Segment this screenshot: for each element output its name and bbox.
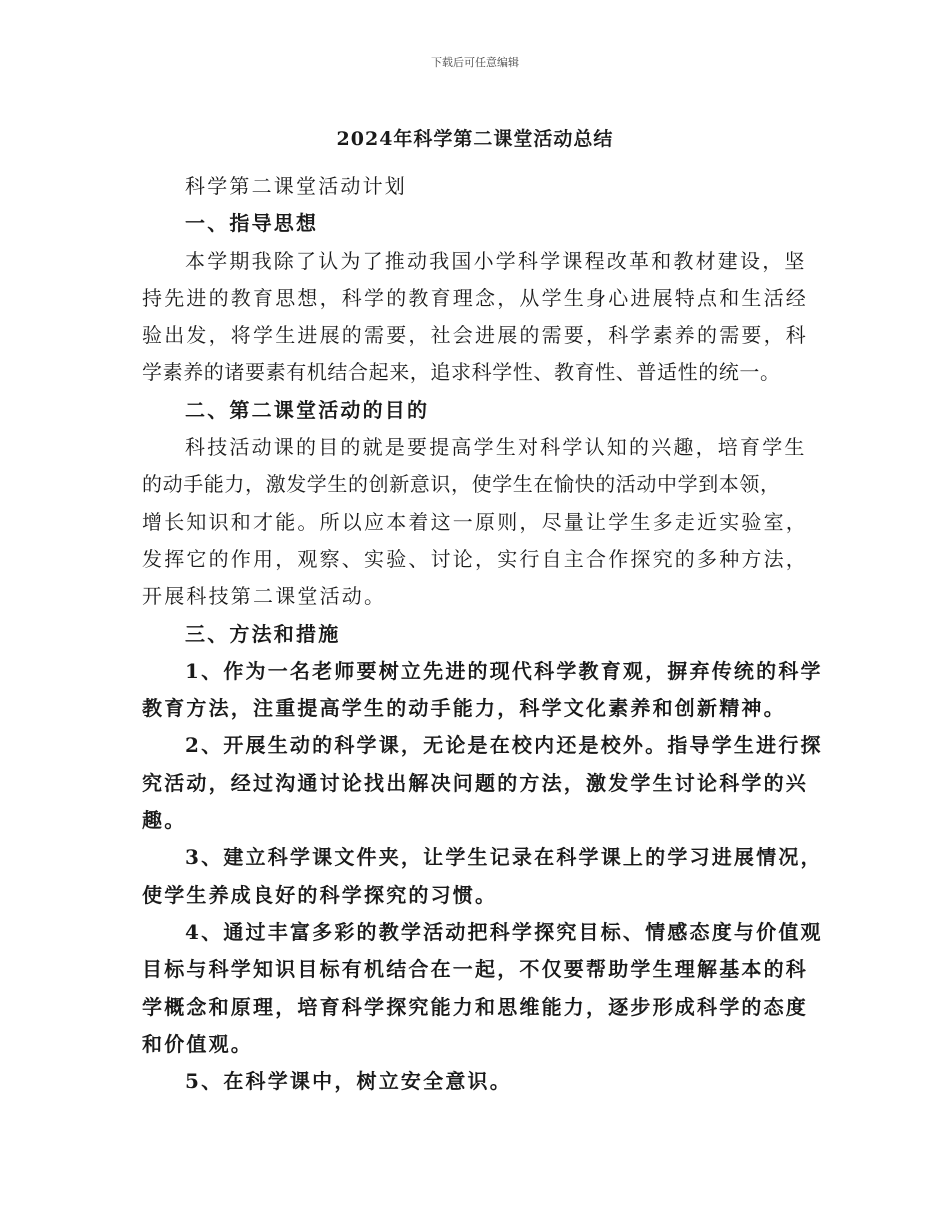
paragraph-line: 验出发，将学生进展的需要，社会进展的需要，科学素养的需要，科	[142, 323, 808, 348]
section-heading-1: 一、指导思想	[185, 211, 319, 236]
paragraph-line: 增长知识和才能。所以应本着这一原则，尽量让学生多走近实验室，	[142, 509, 808, 534]
measure-line: 学概念和原理，培育科学探究能力和思维能力，逐步形成科学的态度	[142, 994, 808, 1019]
section-heading-3: 三、方法和措施	[185, 621, 341, 646]
section-heading-2: 二、第二课堂活动的目的	[185, 397, 430, 422]
paragraph-line: 本学期我除了认为了推动我国小学科学课程改革和教材建设，坚	[185, 248, 807, 273]
measure-line: 1、作为一名老师要树立先进的现代科学教育观，摒弃传统的科学	[185, 658, 823, 683]
measure-line: 5、在科学课中，树立安全意识。	[185, 1069, 512, 1094]
paragraph-line: 发挥它的作用，观察、实验、讨论，实行自主合作探究的多种方法，	[142, 546, 808, 571]
paragraph-line: 科技活动课的目的就是要提高学生对科学认知的兴趣，培育学生	[185, 435, 807, 460]
measure-line: 使学生养成良好的科学探究的习惯。	[142, 882, 498, 907]
measure-line: 趣。	[142, 808, 187, 833]
paragraph-line: 学素养的诸要素有机结合起来，追求科学性、教育性、普适性的统一。	[142, 360, 781, 385]
paragraph-line: 的动手能力，激发学生的创新意识，使学生在愉快的活动中学到本领，	[142, 472, 781, 497]
paragraph-line: 开展科技第二课堂活动。	[142, 584, 387, 609]
document-title: 2024年科学第二课堂活动总结	[336, 128, 614, 150]
paragraph-line: 持先进的教育思想，科学的教育理念，从学生身心进展特点和生活经	[142, 285, 808, 310]
measure-line: 和价值观。	[142, 1031, 253, 1056]
page-header-note: 下载后可任意编辑	[431, 56, 519, 69]
measure-line: 究活动，经过沟通讨论找出解决问题的方法，激发学生讨论科学的兴	[142, 770, 808, 795]
measure-line: 3、建立科学课文件夹，让学生记录在科学课上的学习进展情况，	[185, 845, 823, 870]
measure-line: 2、开展生动的科学课，无论是在校内还是校外。指导学生进行探	[185, 733, 823, 758]
subtitle-line: 科学第二课堂活动计划	[185, 174, 407, 198]
document-body	[142, 168, 832, 1100]
measure-line: 4、通过丰富多彩的教学活动把科学探究目标、情感态度与价值观	[185, 919, 823, 944]
measure-line: 教育方法，注重提高学生的动手能力，科学文化素养和创新精神。	[142, 696, 786, 721]
measure-line: 目标与科学知识目标有机结合在一起，不仅要帮助学生理解基本的科	[142, 957, 808, 982]
